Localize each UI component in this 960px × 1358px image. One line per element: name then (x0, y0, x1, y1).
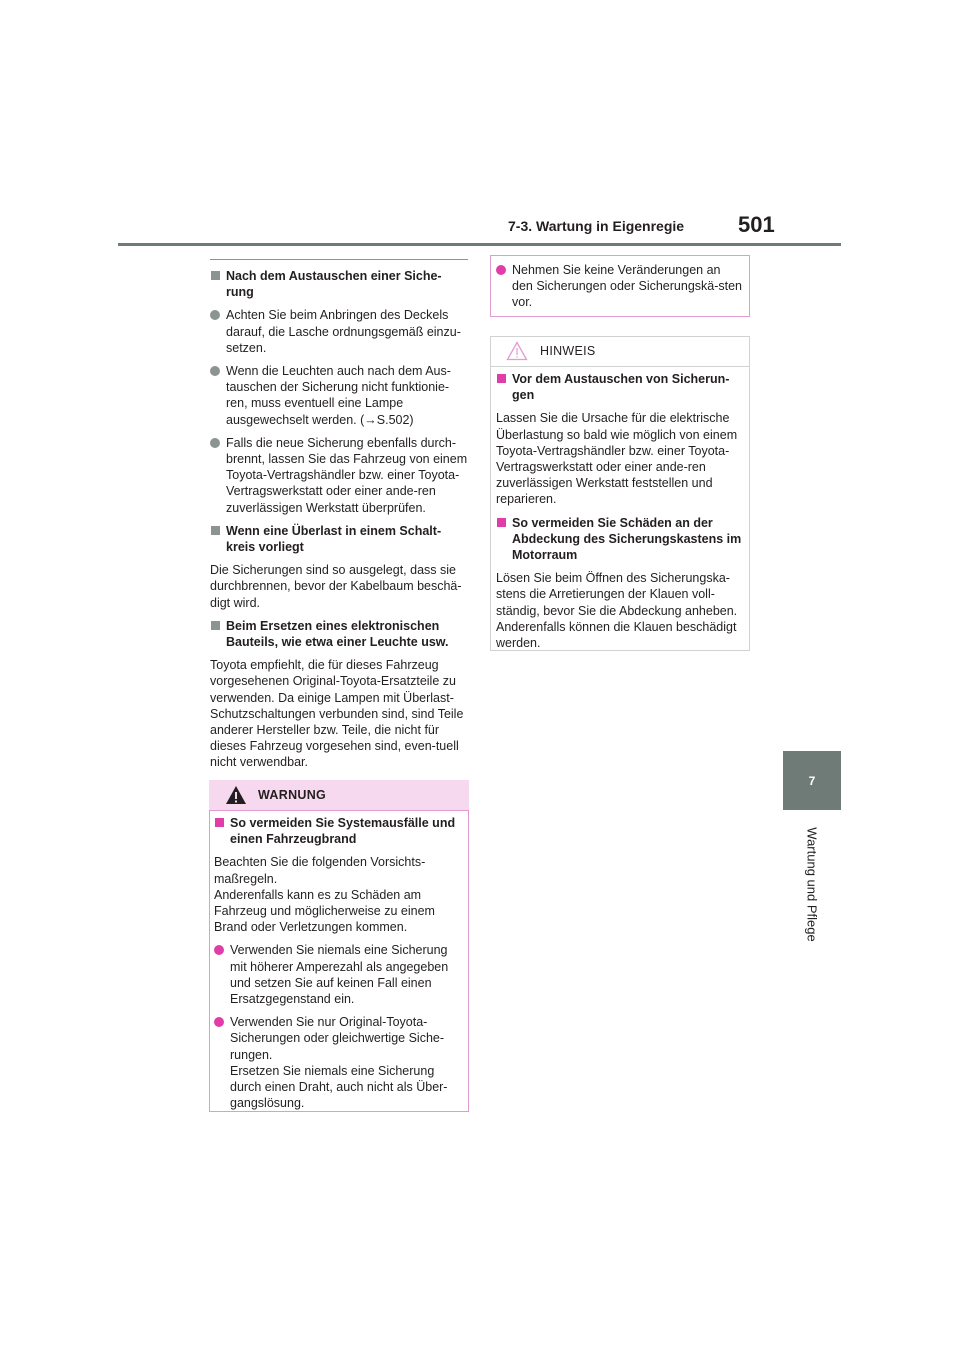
left-column-rule (210, 259, 468, 260)
chapter-tab (783, 751, 841, 810)
list-item: Achten Sie beim Anbringen des Deckels darauf, die Lasche ordnungsgemäß einzu-setzen. (210, 307, 468, 356)
warning-heading: So vermeiden Sie Systemausfälle und einen Fahrzeugbrand (214, 815, 462, 847)
paragraph: Die Sicherungen sind so ausgelegt, dass sie durchbrennen, bevor der Kabelbaum beschä-digt wird. (210, 563, 462, 610)
list-item-text: Verwenden Sie nur Original-Toyota-Sicherungen oder gleichwertige Siche-rungen. (230, 1015, 445, 1062)
note-content (496, 371, 744, 658)
continued-warning-content (496, 262, 744, 318)
header-rule (118, 243, 841, 246)
paragraph: Lösen Sie beim Öffnen des Sicherungska-stens die Arretierungen der Klauen voll-ständig, bevor Sie die Abdeckung anheben. Anderenfalls können die Klauen beschädigt werden. (496, 571, 738, 651)
list-item: Verwenden Sie niemals eine Sicherung mit höherer Amperezahl als angegeben und setzen Sie auf keinen Fall einen Ersatzgegenstand ein. (214, 942, 462, 1007)
note-title: HINWEIS (540, 344, 596, 358)
paragraph: Beachten Sie die folgenden Vorsichts-maßregeln. (214, 855, 426, 886)
paragraph: Anderenfalls kann es zu Schäden am Fahrzeug und möglicherweise zu einem Brand oder Verletzungen kommen. (214, 887, 435, 935)
chapter-number: 7 (808, 773, 816, 788)
note-header (490, 336, 750, 367)
list-item: Nehmen Sie keine Veränderungen an den Sicherungen oder Sicherungskä-sten vor. (496, 262, 744, 311)
heading-after-fuse-replacement: Nach dem Austauschen einer Siche-rung (210, 268, 468, 300)
heading-replacing-components: Beim Ersetzen eines elektronischen Bauteils, wie etwa einer Leuchte usw. (210, 618, 468, 650)
warning-content (214, 815, 462, 1118)
section-title: 7-3. Wartung in Eigenregie (508, 218, 685, 234)
note-heading-avoid-damage: So vermeiden Sie Schäden an der Abdeckung des Sicherungskastens im Motorraum (496, 515, 744, 564)
caution-triangle-icon (506, 340, 528, 362)
list-item (214, 1014, 462, 1111)
chapter-label: Wartung und Pflege (804, 827, 820, 942)
paragraph: Lassen Sie die Ursache für die elektrische Überlastung so bald wie möglich von einem Toyota-Vertragshändler bzw. einer Toyota-Vertragswerkstatt oder einer ande-ren zuverlässigen Werkstatt feststellen und reparieren. (496, 411, 738, 507)
left-column (210, 268, 468, 778)
list-item-text: Ersetzen Sie niemals eine Sicherung durch einen Draht, auch nicht als Über-gangslösung. (230, 1063, 448, 1111)
note-heading-before-replacing: Vor dem Austauschen von Sicherun-gen (496, 371, 744, 403)
warning-header (209, 780, 469, 811)
paragraph: Toyota empfiehlt, die für dieses Fahrzeug vorgesehenen Original-Toyota-Ersatzteile zu verwenden. Da einige Lampen mit Überlast-Schutzschaltungen verbunden sind, sind Teile anderer Hersteller bzw. Teile, die nicht für dieses Fahrzeug vorgesehen sind, even-tuell nicht verwendbar. (210, 658, 464, 770)
heading-circuit-overload: Wenn eine Überlast in einem Schalt-kreis vorliegt (210, 523, 468, 555)
warning-title: WARNUNG (258, 788, 327, 802)
list-item: Wenn die Leuchten auch nach dem Aus-tauschen der Sicherung nicht funktionie-ren, muss eventuell eine Lampe ausgewechselt werden. (→S.502) (210, 363, 468, 428)
list-item: Falls die neue Sicherung ebenfalls durch-brennt, lassen Sie das Fahrzeug von einem Toyota-Vertragshändler bzw. einer Toyota-Vertragswerkstatt oder einer ande-ren zuverlässigen Werkstatt überprüfen. (210, 435, 468, 516)
warning-triangle-icon (225, 784, 247, 806)
page-number: 501 (738, 212, 775, 237)
